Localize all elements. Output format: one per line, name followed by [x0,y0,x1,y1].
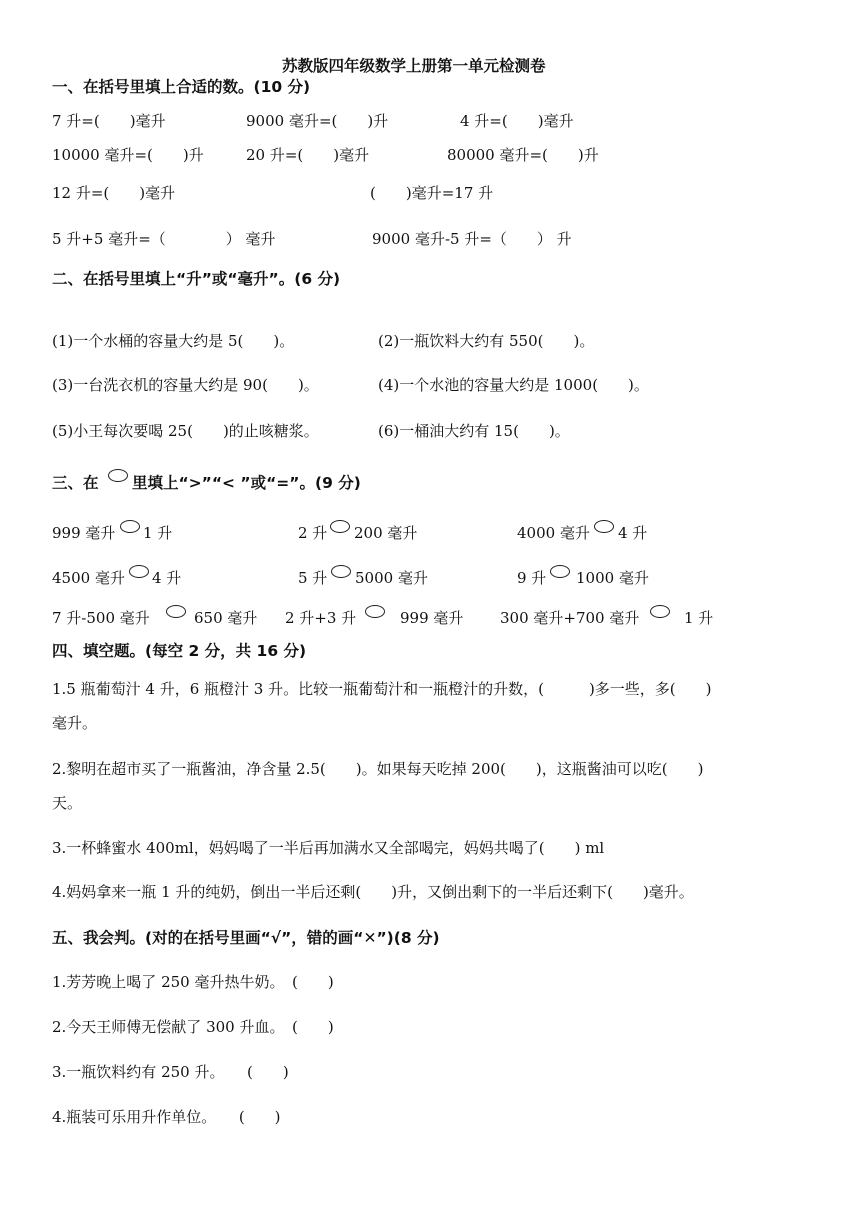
section-1-heading: 一、在括号里填上合适的数。(10 分) [52,78,311,96]
compare-oval-icon[interactable] [550,565,570,578]
section-2-heading: 二、在括号里填上“升”或“毫升”。(6 分) [52,270,341,288]
compare-left: 5 升 [298,569,328,587]
compare-left: 4500 毫升 [52,569,125,587]
s2-item: (4)一个水池的容量大约是 1000( )。 [378,376,649,394]
compare-left: 7 升-500 毫升 [52,609,150,627]
compare-left: 9 升 [517,569,547,587]
s2-item: (1)一个水桶的容量大约是 5( )。 [52,332,295,350]
compare-oval-icon [108,469,128,482]
compare-oval-icon[interactable] [331,565,351,578]
compare-left: 2 升+3 升 [285,609,357,627]
section-3-heading-b: 里填上“>”“< ”或“=”。(9 分) [132,474,361,492]
page-title: 苏教版四年级数学上册第一单元检测卷 [282,57,546,75]
s4-question-2-cont: 天。 [52,794,83,812]
s2-item: (2)一瓶饮料大约有 550( )。 [378,332,595,350]
s1-item: 5 升+5 毫升=（ ） 毫升 [52,230,276,248]
compare-right: 650 毫升 [194,609,258,627]
compare-left: 2 升 [298,524,328,542]
compare-left: 300 毫升+700 毫升 [500,609,640,627]
compare-right: 5000 毫升 [355,569,428,587]
s2-item: (6)一桶油大约有 15( )。 [378,422,570,440]
compare-right: 1 升 [143,524,173,542]
s1-item: ( )毫升=17 升 [370,184,494,202]
s1-item: 9000 毫升=( )升 [246,112,389,130]
compare-right: 1 升 [684,609,714,627]
compare-oval-icon[interactable] [166,605,186,618]
compare-oval-icon[interactable] [594,520,614,533]
compare-right: 4 升 [618,524,648,542]
compare-right: 4 升 [152,569,182,587]
compare-oval-icon[interactable] [365,605,385,618]
compare-oval-icon[interactable] [129,565,149,578]
compare-left: 4000 毫升 [517,524,590,542]
s4-question-1: 1.5 瓶葡萄汁 4 升，6 瓶橙汁 3 升。比较一瓶葡萄汁和一瓶橙汁的升数，( )多一些，多( ) [52,680,712,698]
section-5-heading: 五、我会判。(对的在括号里画“√”，错的画“✕”)(8 分) [52,929,440,947]
s2-item: (5)小王每次要喝 25( )的止咳糖浆。 [52,422,319,440]
compare-right: 1000 毫升 [576,569,649,587]
s4-question-3: 3.一杯蜂蜜水 400ml，妈妈喝了一半后再加满水又全部喝完，妈妈共喝了( ) ml [52,839,605,857]
s5-item: 1.芳芳晚上喝了 250 毫升热牛奶。 ( ) [52,973,334,991]
s4-question-1-cont: 毫升。 [52,714,98,732]
s1-item: 10000 毫升=( )升 [52,146,204,164]
s1-item: 80000 毫升=( )升 [447,146,599,164]
compare-left: 999 毫升 [52,524,116,542]
s1-item: 4 升=( )毫升 [460,112,574,130]
compare-right: 999 毫升 [400,609,464,627]
compare-oval-icon[interactable] [120,520,140,533]
section-3-heading-a: 三、在 [52,474,99,492]
s5-item: 4.瓶装可乐用升作单位。 ( ) [52,1108,281,1126]
s4-question-4: 4.妈妈拿来一瓶 1 升的纯奶，倒出一半后还剩( )升，又倒出剩下的一半后还剩下( )毫升。 [52,883,694,901]
compare-right: 200 毫升 [354,524,418,542]
compare-oval-icon[interactable] [330,520,350,533]
s1-item: 9000 毫升-5 升=（ ） 升 [372,230,572,248]
s5-item: 2.今天王师傅无偿献了 300 升血。 ( ) [52,1018,334,1036]
s1-item: 7 升=( )毫升 [52,112,166,130]
section-4-heading: 四、填空题。(每空 2 分，共 16 分) [52,642,307,660]
s1-item: 12 升=( )毫升 [52,184,176,202]
s2-item: (3)一台洗衣机的容量大约是 90( )。 [52,376,319,394]
s1-item: 20 升=( )毫升 [246,146,370,164]
s5-item: 3.一瓶饮料约有 250 升。 ( ) [52,1063,289,1081]
compare-oval-icon[interactable] [650,605,670,618]
s4-question-2: 2.黎明在超市买了一瓶酱油，净含量 2.5( )。如果每天吃掉 200( )，这瓶酱油可以吃( ) [52,760,704,778]
